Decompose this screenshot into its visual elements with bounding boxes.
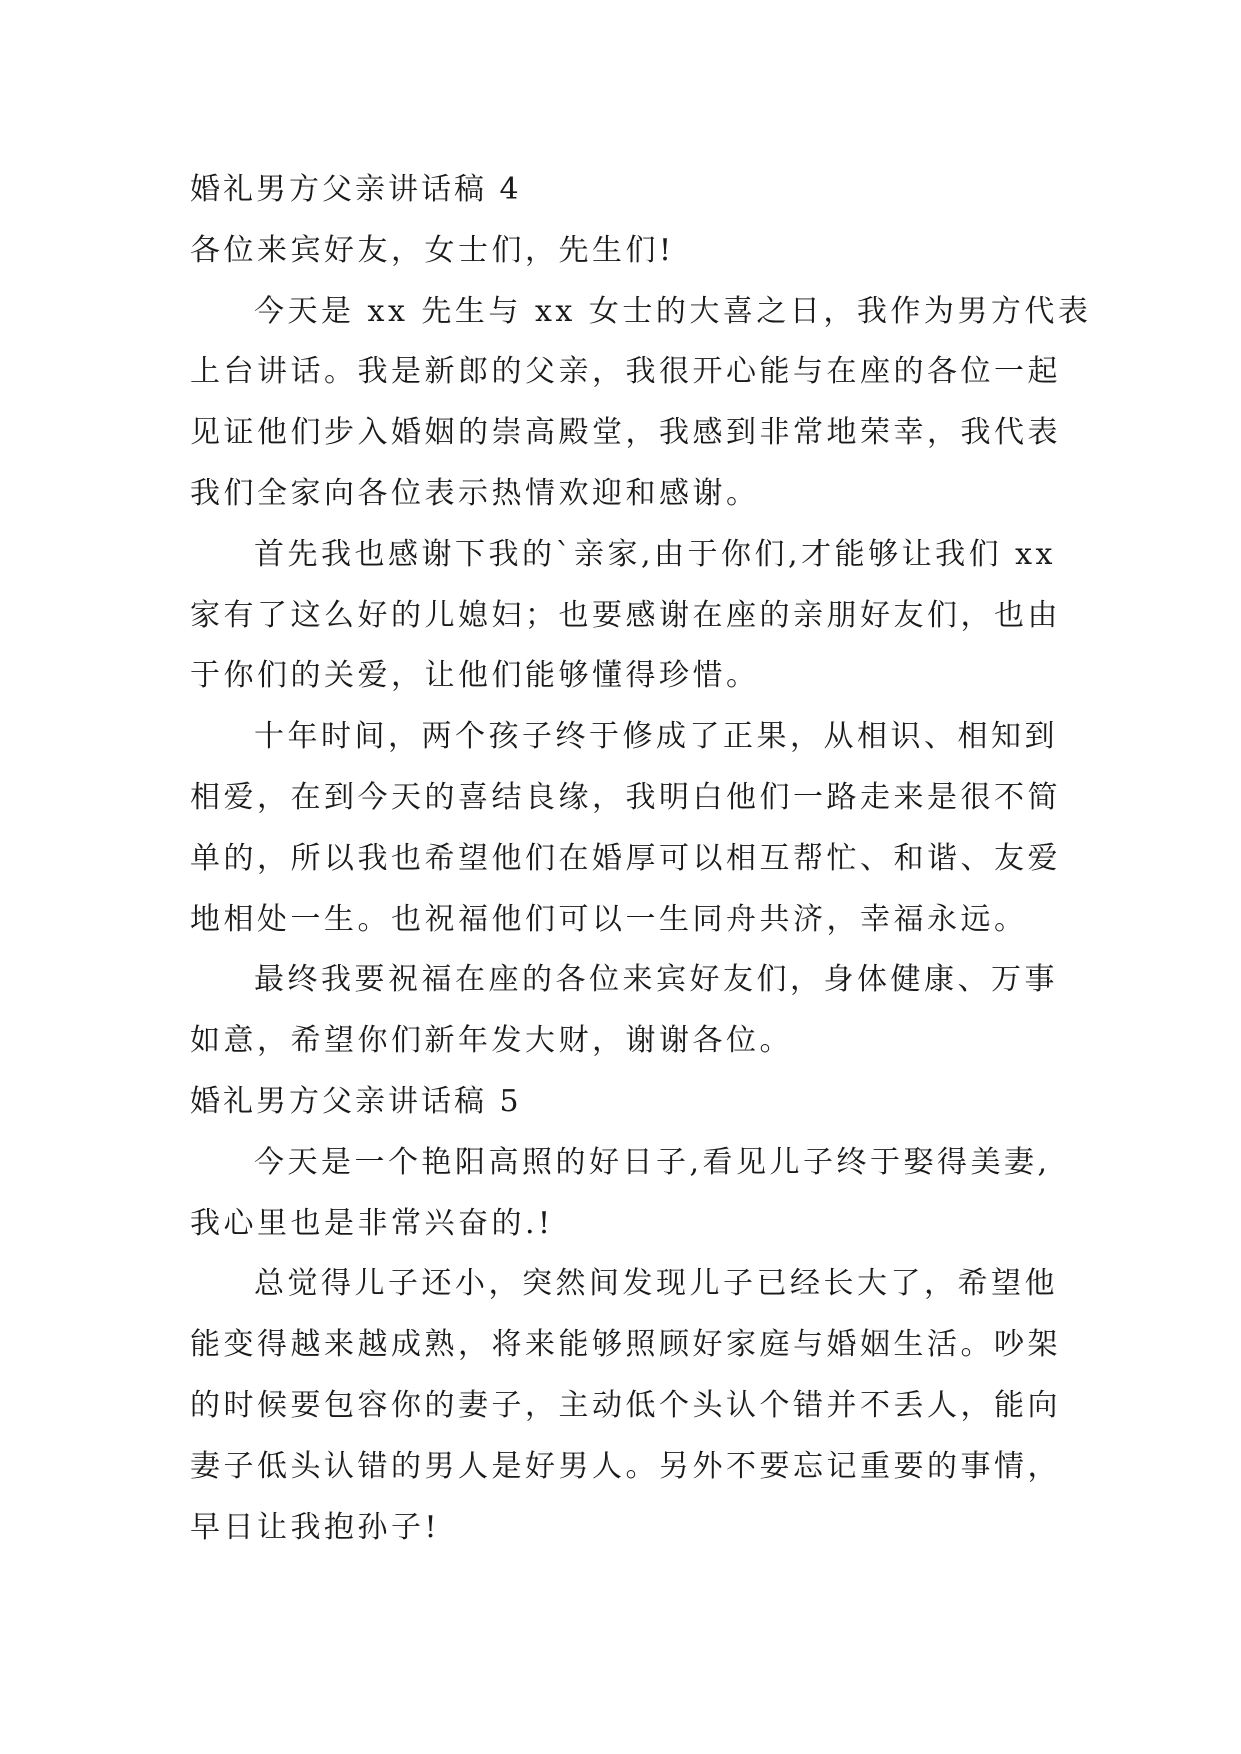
section-5-title: 婚礼男方父亲讲话稿 5 <box>190 1083 522 1119</box>
paragraph-line: 我们全家向各位表示热情欢迎和感谢。 <box>190 475 760 511</box>
paragraph-line: 妻子低头认错的男人是好男人。另外不要忘记重要的事情， <box>190 1448 1061 1484</box>
section-4-paragraph-4 <box>190 950 1070 1072</box>
paragraph-line: 十年时间，两个孩子终于修成了正果，从相识、相知到 <box>254 719 1058 755</box>
paragraph-line: 我心里也是非常兴奋的.! <box>190 1205 554 1241</box>
section-4-paragraph-1 <box>190 282 1092 525</box>
section-4-title: 婚礼男方父亲讲话稿 4 <box>190 172 522 207</box>
paragraph-line: 今天是一个艳阳高照的好日子,看见儿子终于娶得美妻, <box>254 1144 1051 1180</box>
paragraph-line: 总觉得儿子还小，突然间发现儿子已经长大了，希望他 <box>254 1266 1058 1302</box>
paragraph-line: 单的，所以我也希望他们在婚厚可以相互帮忙、和谐、友爱 <box>190 840 1061 876</box>
paragraph-line: 首先我也感谢下我的`亲家,由于你们,才能够让我们 xx <box>254 536 1056 572</box>
paragraph-line: 能变得越来越成熟，将来能够照顾好家庭与婚姻生活。吵架 <box>190 1327 1061 1363</box>
section-4-paragraph-2 <box>190 525 1070 707</box>
paragraph-line: 见证他们步入婚姻的崇高殿堂，我感到非常地荣幸，我代表 <box>190 415 1061 451</box>
paragraph-line: 早日让我抱孙子! <box>190 1509 441 1545</box>
paragraph-line: 如意，希望你们新年发大财，谢谢各位。 <box>190 1023 793 1059</box>
section-4-greeting: 各位来宾好友，女士们，先生们! <box>190 232 675 268</box>
paragraph-line: 最终我要祝福在座的各位来宾好友们，身体健康、万事 <box>254 962 1058 998</box>
section-5-paragraph-2 <box>190 1254 1070 1558</box>
paragraph-line: 的时候要包容你的妻子，主动低个头认个错并不丢人，能向 <box>190 1387 1061 1423</box>
paragraph-line: 今天是 xx 先生与 xx 女士的大喜之日，我作为男方代表 <box>254 293 1092 329</box>
paragraph-line: 相爱，在到今天的喜结良缘，我明白他们一路走来是很不简 <box>190 779 1061 815</box>
section-4-paragraph-3 <box>190 707 1070 950</box>
document-page <box>190 160 1092 1558</box>
paragraph-line: 地相处一生。也祝福他们可以一生同舟共济，幸福永远。 <box>190 901 1028 937</box>
section-5-paragraph-1 <box>190 1133 1070 1255</box>
paragraph-line: 上台讲话。我是新郎的父亲，我很开心能与在座的各位一起 <box>190 354 1061 390</box>
paragraph-line: 家有了这么好的儿媳妇；也要感谢在座的亲朋好友们，也由 <box>190 597 1061 633</box>
paragraph-line: 于你们的关爱，让他们能够懂得珍惜。 <box>190 658 760 694</box>
